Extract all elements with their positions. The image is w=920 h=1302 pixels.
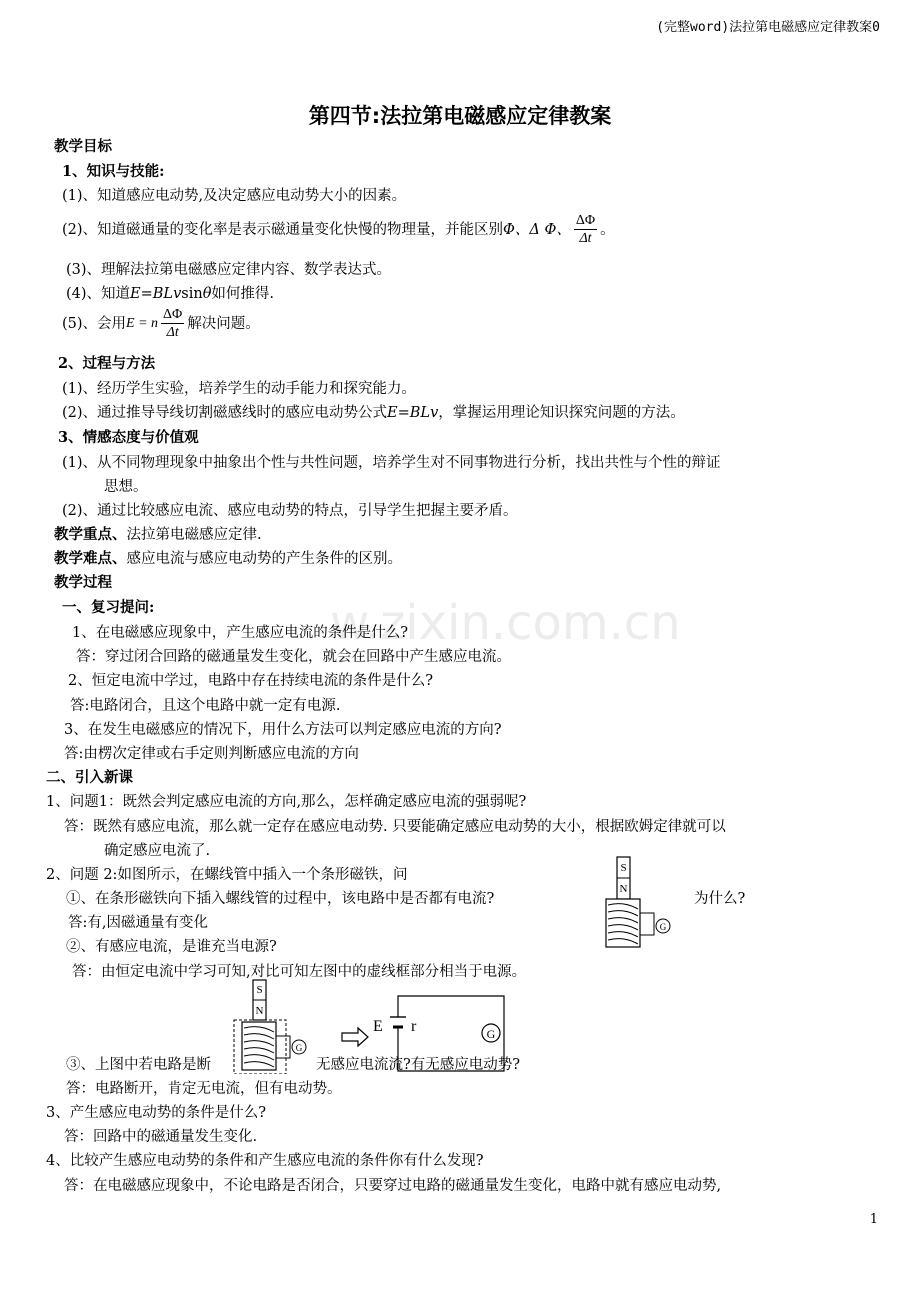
magnet-s-label: S [620, 862, 627, 874]
watermark: w.zixin.com.cn [330, 595, 681, 651]
galvanometer-label: G [659, 922, 667, 932]
problem-2-sub-3-part-b: 无感应电流流?有无感应电动势? [316, 1057, 521, 1073]
internal-resistance-label: r [411, 1018, 417, 1035]
problem-2-sub-3-part-a: ③、上图中若电路是断 [66, 1057, 211, 1073]
review-answer-1: 答：穿过闭合回路的磁通量发生变化，就会在回路中产生感应电流。 [76, 649, 511, 665]
process-item-2 [62, 404, 685, 422]
difficulty [54, 550, 402, 568]
key-point [54, 526, 262, 544]
difficulty-text: 感应电流与感应电动势的产生条件的区别。 [126, 551, 402, 567]
process-item-2-prefix: (2)、通过推导导线切割磁感线时的感应电动势公式 [62, 405, 388, 421]
fraction-numerator: ΔΦ [163, 307, 183, 322]
knowledge-item-4-prefix: (4)、知道 [66, 286, 131, 302]
formula-lhs: E = n [126, 315, 159, 331]
knowledge-item-2-text: (2)、知道磁通量的变化率是表示磁通量变化快慢的物理量，并能区别 [62, 221, 504, 238]
galvanometer-label: G [486, 1027, 496, 1041]
magnet-s-label: S [256, 984, 263, 996]
knowledge-item-2-end: 。 [600, 221, 615, 238]
problem-2-sub-1-tail: 为什么? [694, 891, 746, 907]
knowledge-item-5 [62, 306, 260, 341]
key-point-label: 教学重点、 [54, 526, 127, 543]
problem-3-question: 3、产生感应电动势的条件是什么? [46, 1105, 266, 1121]
fraction-denominator: Δt [579, 231, 592, 246]
process-item-1: (1)、经历学生实验，培养学生的动手能力和探究能力。 [62, 381, 417, 397]
knowledge-item-5-prefix: (5)、会用 [62, 315, 127, 332]
emotion-item-1-line-2: 思想。 [104, 479, 148, 495]
process-heading: 教学过程 [54, 574, 112, 591]
faraday-fraction [161, 306, 184, 341]
problem-1-answer-line-2: 确定感应电流了. [104, 843, 211, 859]
magnet-n-label: N [619, 883, 628, 895]
knowledge-item-5-suffix: 解决问题。 [187, 315, 260, 332]
knowledge-item-1: (1)、知道感应电动势,及决定感应电动势大小的因素。 [62, 188, 407, 204]
review-answer-3: 答:由楞次定律或右手定则判断感应电流的方向 [64, 746, 359, 762]
solenoid-figure [600, 855, 680, 951]
problem-2-sub-2: ②、有感应电流，是谁充当电源? [66, 939, 277, 955]
knowledge-item-2-phi: Φ、Δ Φ、 [503, 221, 571, 238]
emotion-item-2: (2)、通过比较感应电流、感应电动势的特点，引导学生把握主要矛盾。 [62, 503, 518, 519]
galvanometer-label: G [295, 1043, 303, 1053]
flux-rate-fraction [574, 212, 597, 247]
review-question-2: 2、恒定电流中学过，电路中存在持续电流的条件是什么? [68, 673, 433, 689]
process-method-heading: 2、过程与方法 [58, 355, 156, 372]
problem-2-sub-1: ①、在条形磁铁向下插入螺线管的过程中，该电路中是否都有电流? [66, 891, 495, 907]
knowledge-item-4-suffix: 如何推得. [211, 286, 275, 302]
goals-heading: 教学目标 [54, 138, 112, 155]
page-title: 第四节:法拉第电磁感应定律教案 [308, 104, 612, 128]
fraction-numerator: ΔΦ [575, 213, 596, 228]
review-heading: 一、复习提问: [62, 599, 155, 616]
magnet-n-label: N [255, 1005, 264, 1017]
knowledge-item-4 [66, 285, 274, 303]
new-lesson-heading: 二、引入新课 [46, 769, 133, 786]
problem-2-answer-1: 答:有,因磁通量有变化 [68, 915, 208, 931]
problem-2-answer-3: 答：电路断开，肯定无电流，但有电动势。 [66, 1081, 342, 1097]
review-answer-2: 答:电路闭合，且这个电路中就一定有电源. [70, 698, 341, 714]
process-item-2-suffix: ，掌握运用理论知识探究问题的方法。 [438, 405, 685, 421]
problem-1-answer-line-1: 答：既然有感应电流，那么就一定存在感应电动势. 只要能确定感应电动势的大小，根据欧姆定律就可以 [64, 819, 726, 835]
equivalence-arrow-icon [342, 1028, 368, 1046]
formula-e-blv: E=BLv [387, 405, 439, 421]
page-number: 1 [869, 1212, 878, 1227]
knowledge-item-2 [62, 212, 615, 247]
sin-text: sin [181, 286, 203, 302]
emotion-item-1-line-1: (1)、从不同物理现象中抽象出个性与共性问题，培养学生对不同事物进行分析，找出共性与个性的辩证 [62, 455, 721, 471]
review-question-3: 3、在发生电磁感应的情况下，用什么方法可以判定感应电流的方向? [64, 722, 502, 738]
problem-3-answer: 答：回路中的磁通量发生变化. [64, 1129, 258, 1145]
problem-1-question: 1、问题1：既然会判定感应电流的方向,那么，怎样确定感应电流的强弱呢? [46, 794, 527, 810]
key-point-text: 法拉第电磁感应定律. [126, 527, 262, 543]
review-question-1: 1、在电磁感应现象中，产生感应电流的条件是什么? [72, 625, 408, 641]
problem-2-question: 2、问题 2:如图所示，在螺线管中插入一个条形磁铁，问 [46, 867, 408, 883]
document-header: (完整word)法拉第电磁感应定律教案0 [656, 20, 880, 35]
knowledge-item-3: (3)、理解法拉第电磁感应定律内容、数学表达式。 [66, 262, 392, 278]
fraction-denominator: Δt [166, 325, 179, 340]
emotion-heading: 3、情感态度与价值观 [58, 429, 199, 446]
problem-4-answer: 答：在电磁感应现象中，不论电路是否闭合，只要穿过电路的磁通量发生变化，电路中就有感应电动势, [64, 1178, 722, 1194]
emf-label: E [373, 1018, 383, 1035]
theta-symbol: θ [202, 286, 212, 302]
difficulty-label: 教学难点、 [54, 550, 127, 567]
knowledge-heading: 1、知识与技能: [62, 163, 165, 180]
problem-4-question: 4、比较产生感应电动势的条件和产生感应电流的条件你有什么发现? [46, 1153, 484, 1169]
problem-2-answer-2: 答：由恒定电流中学习可知,对比可知左图中的虚线框部分相当于电源。 [72, 964, 527, 980]
formula-e-blv: E=BLv [130, 286, 182, 302]
